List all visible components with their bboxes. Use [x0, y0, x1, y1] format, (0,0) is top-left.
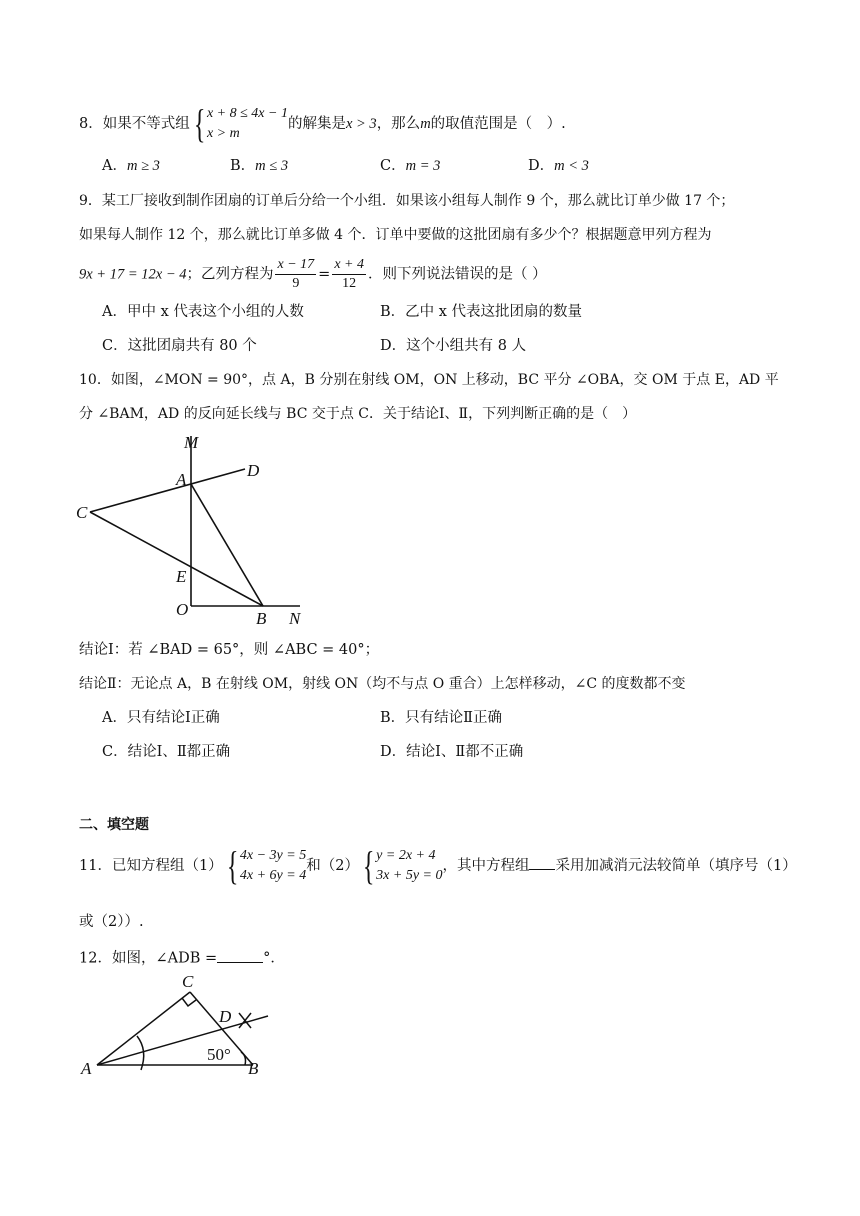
q12-prefix: 12．如图，∠ADB =	[79, 950, 218, 967]
label-o: O	[176, 600, 189, 619]
q9-eq-sign: =	[318, 266, 331, 283]
q9-line3	[79, 256, 547, 293]
q8-option-d: D．m < 3	[528, 158, 589, 174]
label-b: B	[248, 1059, 259, 1078]
label-e: E	[176, 567, 187, 586]
q8-option-c: C．m = 3	[380, 158, 441, 174]
q8-option-b: B．m ≤ 3	[230, 158, 289, 174]
label-d: D	[247, 461, 260, 480]
label-a: A	[176, 470, 187, 489]
q8-inequality-system: { x + 8 ≤ 4x − 1 x > m	[193, 101, 288, 146]
q11-system-1: { 4x − 3y = 5 4x + 6y = 4	[226, 843, 307, 888]
q9-option-c: C．这批团扇共有 80 个	[102, 338, 257, 354]
q9-option-a: A．甲中 x 代表这个小组的人数	[102, 304, 304, 320]
q8-sys-row1: x + 8 ≤ 4x − 1	[206, 106, 288, 121]
q11-answer-blank[interactable]	[529, 855, 555, 871]
q8-middle2: ，那么	[376, 116, 421, 132]
q12-suffix: °．	[263, 950, 285, 967]
q8-middle: 的解集是	[287, 116, 346, 132]
line-ab	[191, 484, 263, 606]
angle-label: 50°	[207, 1045, 231, 1064]
q11-system-2: { y = 2x + 4 3x + 5y = 0	[362, 843, 443, 888]
label-d: D	[219, 1007, 232, 1026]
q11-suffix: ，其中方程组	[442, 858, 530, 874]
q9-line1: 9．某工厂接收到制作团扇的订单后分给一个小组．如果该小组每人制作 9 个，那么就比订单少做 17 个；	[79, 193, 735, 209]
q11-suffix2: 采用加减消元法较简单（填序号（1）	[555, 858, 797, 874]
line-cd	[90, 469, 245, 512]
q12-line	[79, 947, 285, 968]
q11-prefix: 11．已知方程组（1）	[79, 858, 223, 874]
label-c: C	[182, 972, 194, 991]
q11-line2: 或（2））.	[79, 914, 144, 930]
q9-fraction-2: $\frac{x + 4}{12}$	[334, 257, 364, 291]
line-cb	[90, 512, 263, 606]
q8-condition: x > 3	[345, 116, 377, 132]
q8-line	[79, 101, 566, 146]
arc-at-b	[241, 1052, 246, 1065]
q8-suffix: 的取值范围是（ ）.	[430, 116, 566, 132]
q9-option-b: B．乙中 x 代表这批团扇的数量	[380, 304, 583, 320]
right-angle-mark	[182, 998, 196, 1006]
q10-option-d: D．结论Ⅰ、Ⅱ都不正确	[380, 744, 524, 760]
q11-and: 和（2）	[306, 858, 359, 874]
q8-prefix: 8．如果不等式组	[79, 116, 190, 132]
q10-figure	[70, 430, 320, 630]
q9-fraction-1: $\frac{x - 17}{9}$	[277, 257, 315, 291]
label-m: M	[184, 433, 199, 452]
label-b: B	[256, 609, 267, 628]
q10-conclusion-2: 结论Ⅱ：无论点 A，B 在射线 OM，射线 ON（均不与点 O 重合）上怎样移动，∠C 的度数都不变	[79, 676, 686, 692]
q10-option-a: A．只有结论Ⅰ正确	[102, 710, 220, 726]
q11-line1	[79, 843, 797, 888]
q10-line1: 10．如图，∠MON = 90°，点 A，B 分别在射线 OM，ON 上移动，BC 平分 ∠OBA，交 OM 于点 E，AD 平	[79, 372, 779, 388]
q12-answer-blank[interactable]	[217, 947, 263, 963]
q10-option-b: B．只有结论Ⅱ正确	[380, 710, 503, 726]
q8-sys-row2: x > m	[206, 126, 240, 141]
q10-conclusion-1: 结论Ⅰ：若 ∠BAD = 65°，则 ∠ABC = 40°；	[79, 642, 380, 658]
label-c: C	[76, 503, 88, 522]
label-n: N	[289, 609, 301, 628]
q10-line2: 分 ∠BAM，AD 的反向延长线与 BC 交于点 C．关于结论Ⅰ、Ⅱ，下列判断正确的是（ ）	[79, 406, 637, 422]
label-a: A	[81, 1059, 92, 1078]
q9-line2: 如果每人制作 12 个，那么就比订单多做 4 个．订单中要做的这批团扇有多少个？根据题意甲列方程为	[79, 227, 712, 243]
q12-figure	[75, 970, 285, 1080]
q9-option-d: D．这个小组共有 8 人	[380, 338, 527, 354]
q9-tail: ．则下列说法错误的是（ ）	[367, 266, 547, 283]
q9-mid: ；乙列方程为	[186, 266, 274, 283]
section-title: 二、填空题	[79, 817, 149, 833]
q9-eq-jia: 9x + 17 = 12x − 4	[79, 266, 187, 283]
q8-option-a: A．m ≥ 3	[102, 158, 160, 174]
q10-option-c: C．结论Ⅰ、Ⅱ都正确	[102, 744, 231, 760]
q8-var: m	[420, 116, 431, 132]
